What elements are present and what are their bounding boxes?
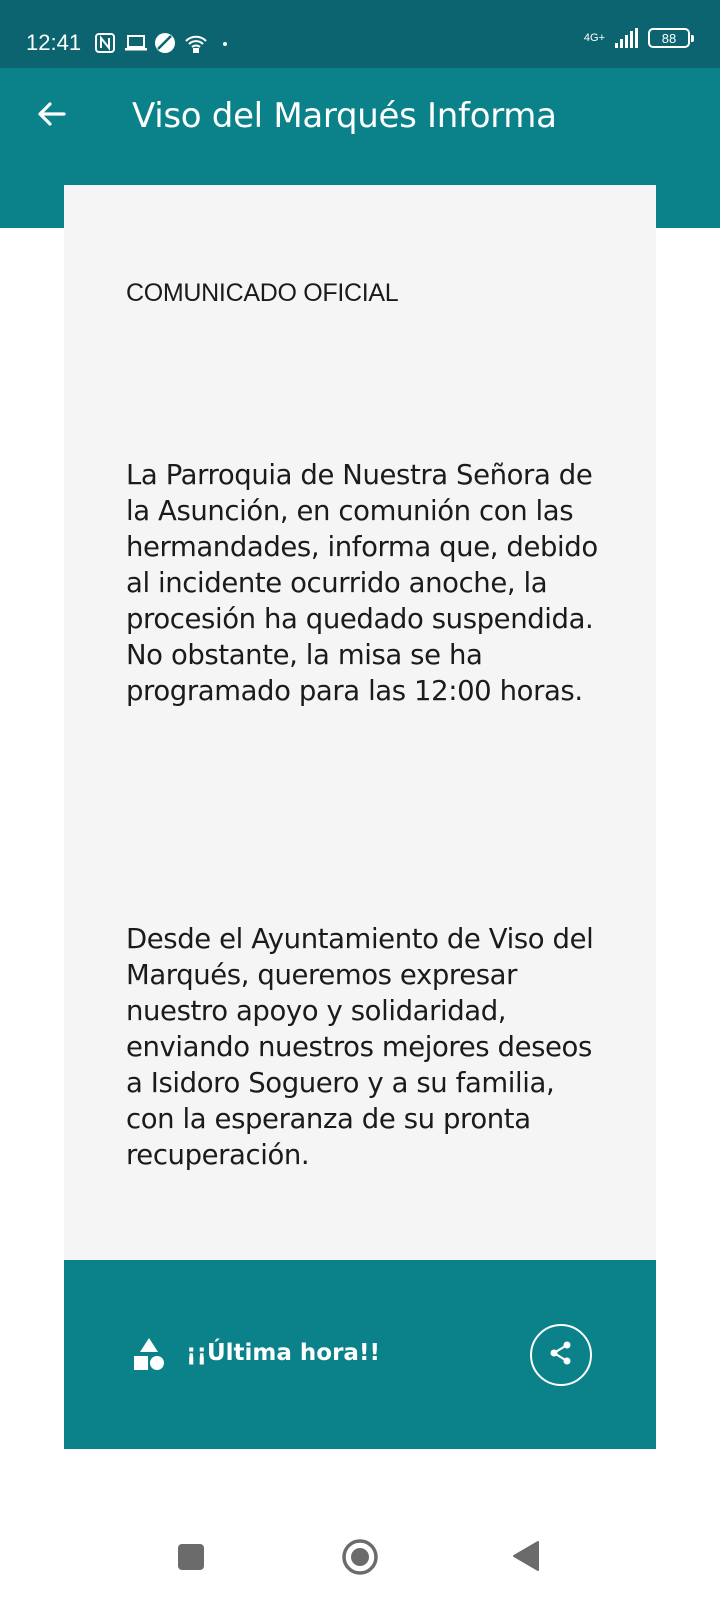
share-button[interactable] [530, 1324, 592, 1386]
status-bar [0, 0, 720, 68]
status-icons [94, 30, 236, 56]
arrow-left-icon[interactable] [34, 96, 70, 132]
nfc-icon [94, 32, 116, 54]
article-card [64, 185, 656, 1260]
shapes-icon [132, 1336, 166, 1372]
category-label[interactable]: ¡¡Última hora!! [186, 1340, 380, 1366]
article-footer [64, 1260, 656, 1449]
article-heading: COMUNICADO OFICIAL [126, 279, 399, 307]
dot-icon [214, 32, 236, 54]
app-title: Viso del Marqués Informa [132, 96, 557, 136]
system-nav-bar [0, 1500, 720, 1600]
laptop-icon [124, 32, 146, 54]
square-icon[interactable] [178, 1544, 204, 1570]
status-right [584, 28, 690, 48]
battery-level: 88 [661, 30, 677, 46]
circle-slash-icon [154, 32, 176, 54]
share-icon [547, 1339, 575, 1371]
battery-icon [648, 28, 690, 48]
network-type: 4G+ [583, 32, 605, 44]
signal-icon [615, 28, 638, 48]
status-time: 12:41 [26, 30, 82, 55]
home-circle-icon[interactable] [341, 1538, 379, 1576]
triangle-back-icon[interactable] [512, 1540, 542, 1572]
article-paragraph: La Parroquia de Nuestra Señora de la Asunción, en comunión con las hermandades, informa que, debido al incidente ocurrido anoche, la procesión ha quedado suspendida. No obstante, la misa se ha programado para las 12:00 horas. [126, 459, 598, 707]
article-paragraph: Desde el Ayuntamiento de Viso del Marqués, queremos expresar nuestro apoyo y solidaridad, enviando nuestros mejores deseos a Isidoro Soguero y a su familia, con la esperanza de su pronta recuperación. [126, 923, 594, 1171]
wifi-lock-icon [184, 32, 206, 54]
